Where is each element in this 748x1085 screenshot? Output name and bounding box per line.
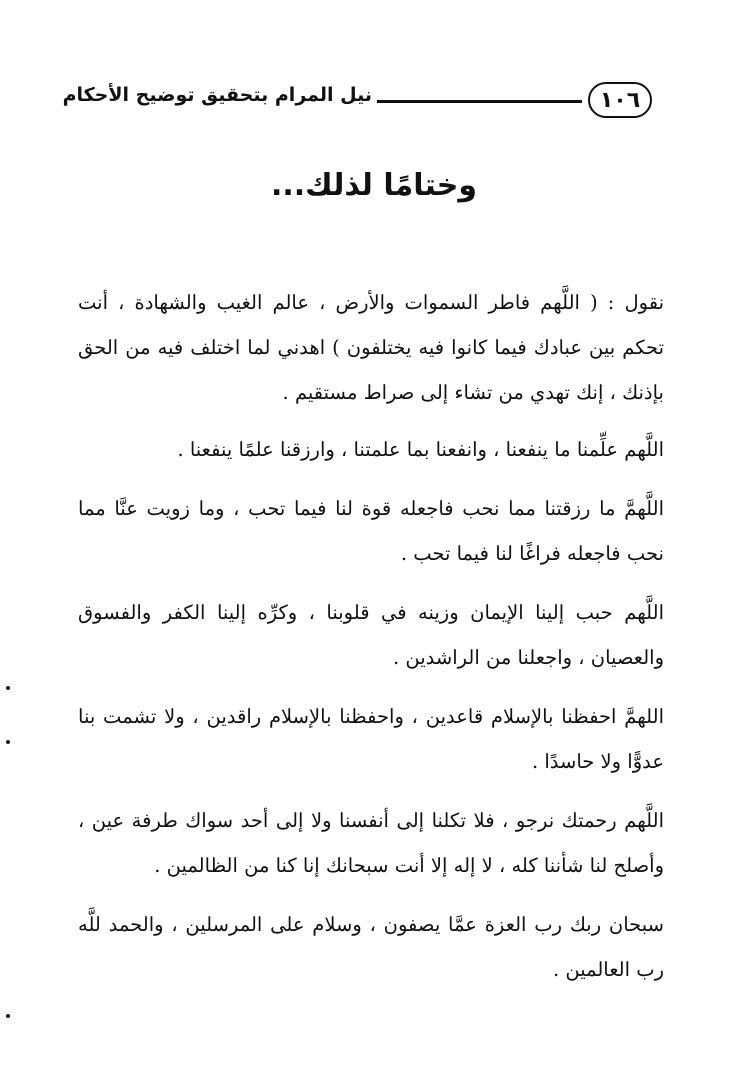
paragraph-3: اللَّهمَّ ما رزقتنا مما نحب فاجعله قوة لنا فيما تحب ، وما زويت عنَّا مما نحب فاجعله فراغًا لنا فيما تحب .	[78, 497, 664, 565]
body-text	[78, 280, 664, 1006]
margin-dot	[6, 1014, 10, 1018]
paragraph-2: اللَّهم علِّمنا ما ينفعنا ، وانفعنا بما علمتنا ، وارزقنا علمًا ينفعنا .	[177, 438, 664, 461]
paragraph-6: اللَّهم رحمتك نرجو ، فلا تكلنا إلى أنفسنا ولا إلى أحد سواك طرفة عين ، وأصلح لنا شأننا كله ، لا إله إلا أنت سبحانك إنا كنا من الظالمين .	[78, 809, 664, 877]
header-rule	[377, 100, 582, 103]
paragraph-4: اللَّهم حبب إلينا الإيمان وزينه في قلوبنا ، وكرِّه إلينا الكفر والفسوق والعصيان ، واجعلنا من الراشدين .	[78, 601, 664, 669]
paragraph-7: سبحان ربك رب العزة عمَّا يصفون ، وسلام على المرسلين ، والحمد للَّه رب العالمين .	[78, 913, 664, 981]
page-number	[588, 82, 652, 118]
paragraph-5: اللهمَّ احفظنا بالإسلام قاعدين ، واحفظنا بالإسلام راقدين ، ولا تشمت بنا عدوًّا ولا حاسدًا .	[78, 705, 664, 773]
page-number-text: ١٠٦	[599, 87, 641, 113]
section-title: وختامًا لذلك...	[270, 168, 478, 203]
running-header-title: نيل المرام بتحقيق توضيح الأحكام	[62, 84, 372, 106]
paragraph-1: نقول : ( اللَّهم فاطر السموات والأرض ، عالم الغيب والشهادة ، أنت تحكم بين عبادك فيما كانوا فيه يختلفون ) اهدني لما اختلف فيه من الحق بإذنك ، إنك تهدي من تشاء إلى صراط مستقيم .	[78, 291, 664, 404]
margin-dot	[6, 740, 10, 744]
page-header	[62, 82, 652, 124]
margin-dot	[6, 686, 10, 690]
